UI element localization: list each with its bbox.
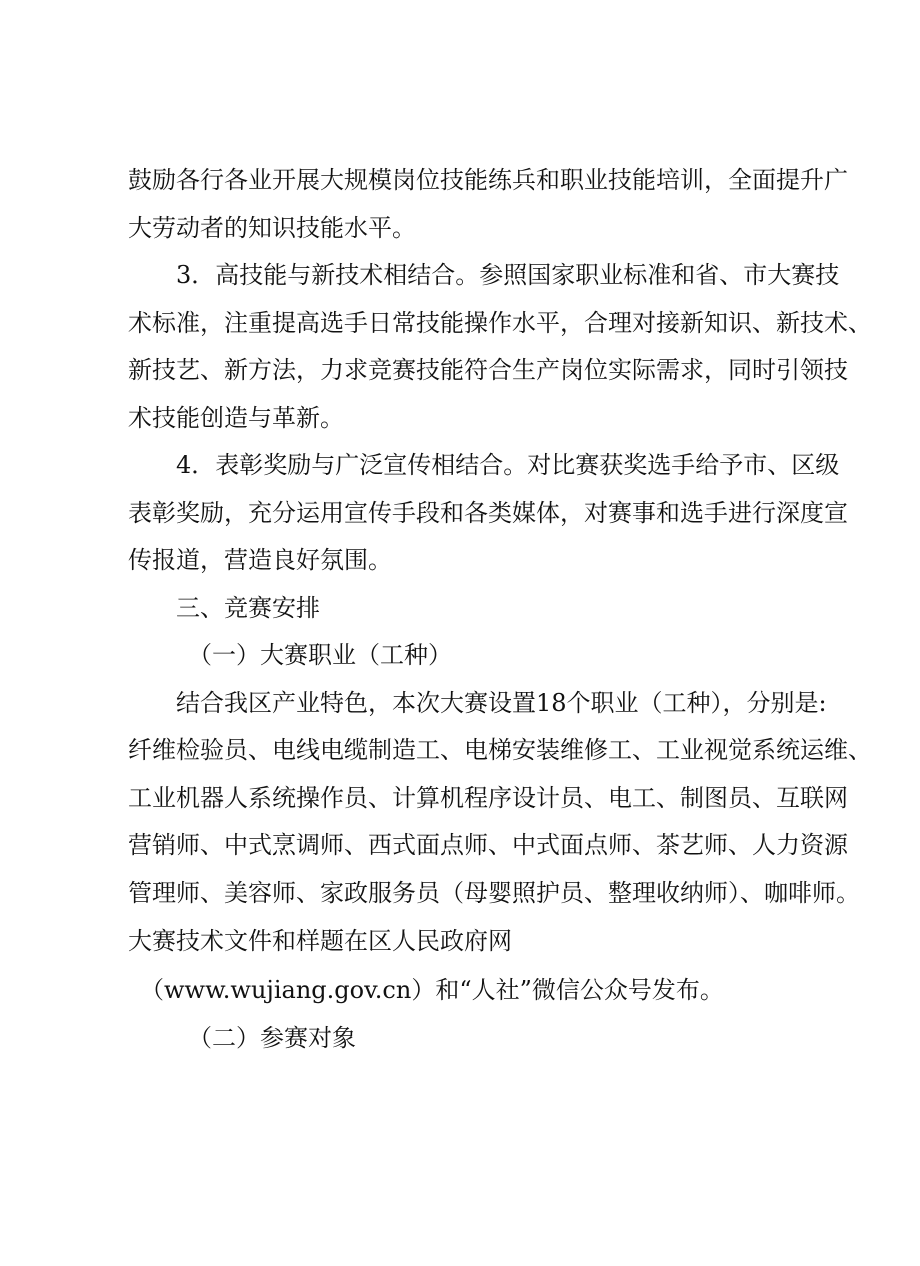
paragraph-line: 大赛技术文件和样题在区人民政府网 xyxy=(128,927,512,955)
section-heading: 三、竞赛安排 xyxy=(176,594,320,622)
paragraph-line: 传报道，营造良好氛围。 xyxy=(128,546,392,574)
paragraph-line: 新技艺、新方法，力求竞赛技能符合生产岗位实际需求，同时引领技 xyxy=(128,356,848,384)
paragraph-line: 鼓励各行各业开展大规模岗位技能练兵和职业技能培训，全面提升广 xyxy=(128,166,848,194)
paragraph-line: 4．表彰奖励与广泛宣传相结合。对比赛获奖选手给予市、区级 xyxy=(176,451,840,479)
paragraph-line: 大劳动者的知识技能水平。 xyxy=(128,214,416,242)
paragraph-line: （www.wujiang.gov.cn）和“人社”微信公众号发布。 xyxy=(140,976,724,1004)
paragraph-line: 管理师、美容师、家政服务员（母婴照护员、整理收纳师）、咖啡师。 xyxy=(128,879,860,907)
paragraph-line: 工业机器人系统操作员、计算机程序设计员、电工、制图员、互联网 xyxy=(128,784,848,812)
paragraph-line: 术技能创造与革新。 xyxy=(128,404,344,432)
paragraph-line: 结合我区产业特色，本次大赛设置18个职业（工种），分别是: xyxy=(176,689,827,717)
paragraph-line: 3．高技能与新技术相结合。参照国家职业标准和省、市大赛技 xyxy=(176,261,840,289)
paragraph-line: 术标准，注重提高选手日常技能操作水平，合理对接新知识、新技术、 xyxy=(128,309,872,337)
subsection-heading: （二）参赛对象 xyxy=(188,1024,356,1052)
subsection-heading: （一）大赛职业（工种） xyxy=(188,641,452,669)
paragraph-line: 营销师、中式烹调师、西式面点师、中式面点师、茶艺师、人力资源 xyxy=(128,831,848,859)
paragraph-line: 表彰奖励，充分运用宣传手段和各类媒体，对赛事和选手进行深度宣 xyxy=(128,499,848,527)
paragraph-line: 纤维检验员、电线电缆制造工、电梯安装维修工、工业视觉系统运维、 xyxy=(128,736,872,764)
